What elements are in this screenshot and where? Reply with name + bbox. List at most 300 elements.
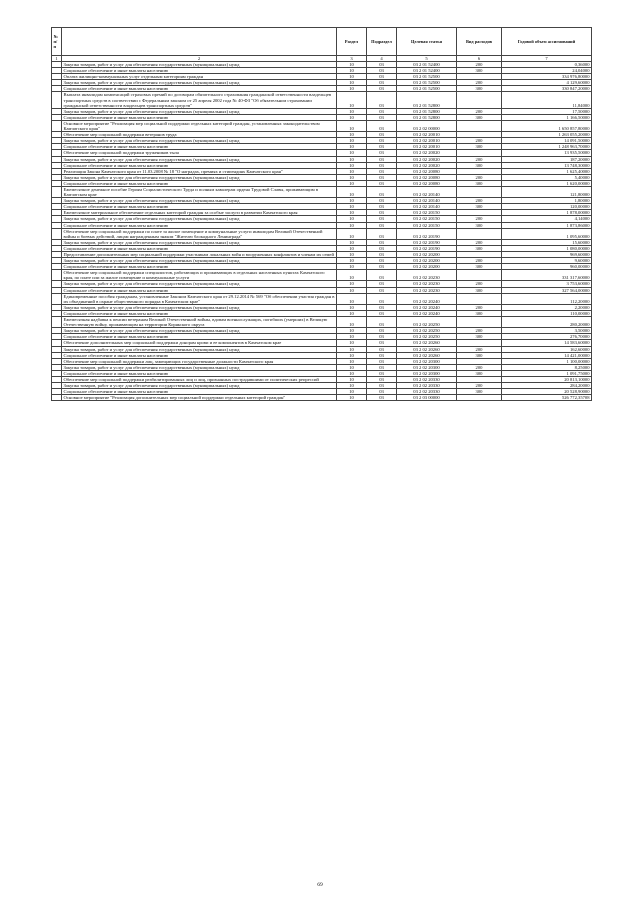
amount-cell: 1 263 055,20000 [502, 132, 592, 138]
item-name-cell: Реализация Закона Камчатского края от 11.03.2008 № 18 "О наградах, премиях и стипендиях Камчатского края" [62, 168, 337, 174]
expense-type-cell: 200 [457, 364, 502, 370]
target-article-cell: 03 2 02 20230 [397, 281, 457, 287]
subsection-cell: 03 [367, 120, 397, 131]
subsection-cell: 03 [367, 383, 397, 389]
item-name-cell: Закупка товаров, работ и услуг для обеспечения государственных (муниципальных) нужд [62, 174, 337, 180]
target-article-cell: 03 2 02 20020 [397, 162, 457, 168]
section-cell: 10 [337, 132, 367, 138]
amount-cell: 9,60000 [502, 258, 592, 264]
amount-cell: 11,84000 [502, 92, 592, 108]
target-article-cell: 03 2 02 20010 [397, 138, 457, 144]
amount-cell: 187,20000 [502, 156, 592, 162]
target-article-cell: 03 2 02 20190 [397, 228, 457, 239]
section-cell: 10 [337, 239, 367, 245]
amount-cell: 1 248 963,70000 [502, 144, 592, 150]
amount-cell: 0,36000 [502, 62, 592, 68]
expense-type-cell: 300 [457, 68, 502, 74]
subsection-cell: 03 [367, 293, 397, 304]
section-cell: 10 [337, 68, 367, 74]
item-name-cell: Закупка товаров, работ и услуг для обеспечения государственных (муниципальных) нужд [62, 281, 337, 287]
item-name-cell: Основное мероприятие "Реализация мер социальной поддержки отдельных категорий граждан, установленных законодательством Камчатского края" [62, 120, 337, 131]
item-name-cell: Закупка товаров, работ и услуг для обеспечения государственных (муниципальных) нужд [62, 62, 337, 68]
section-cell: 10 [337, 92, 367, 108]
subsection-cell: 03 [367, 370, 397, 376]
item-name-cell: Закупка товаров, работ и услуг для обеспечения государственных (муниципальных) нужд [62, 239, 337, 245]
amount-cell: 121,80000 [502, 186, 592, 197]
subsection-cell: 03 [367, 156, 397, 162]
table-row [52, 186, 592, 197]
table-header-row [52, 28, 592, 56]
section-cell: 10 [337, 144, 367, 150]
amount-cell: 1 650 857,80000 [502, 120, 592, 131]
subsection-cell: 03 [367, 252, 397, 258]
item-name-cell: Социальное обеспечение и иные выплаты населению [62, 86, 337, 92]
target-article-cell: 03 2 01 52800 [397, 114, 457, 120]
item-name-cell: Закупка товаров, работ и услуг для обеспечения государственных (муниципальных) нужд [62, 156, 337, 162]
section-cell: 10 [337, 245, 367, 251]
amount-cell: 110,00000 [502, 310, 592, 316]
expense-type-cell: 200 [457, 346, 502, 352]
subsection-cell: 03 [367, 239, 397, 245]
subsection-cell: 03 [367, 186, 397, 197]
section-cell: 10 [337, 108, 367, 114]
target-article-cell: 03 2 02 20200 [397, 264, 457, 270]
amount-cell: 3 753,60000 [502, 281, 592, 287]
row-number-cell [52, 395, 62, 401]
item-name-cell: Социальное обеспечение и иные выплаты населению [62, 144, 337, 150]
subsection-cell: 03 [367, 264, 397, 270]
subsection-cell: 03 [367, 317, 397, 328]
subsection-cell: 03 [367, 395, 397, 401]
target-article-cell: 03 2 02 20330 [397, 383, 457, 389]
target-article-cell: 03 2 02 20240 [397, 293, 457, 304]
subsection-cell: 03 [367, 168, 397, 174]
section-cell: 10 [337, 174, 367, 180]
header-subsection: Подраздел [367, 28, 397, 56]
subsection-cell: 03 [367, 216, 397, 222]
target-article-cell: 03 2 02 20230 [397, 270, 457, 281]
column-number: 3 [337, 56, 367, 62]
target-article-cell: 03 2 02 20240 [397, 310, 457, 316]
target-article-cell: 03 2 02 20330 [397, 376, 457, 382]
subsection-cell: 03 [367, 138, 397, 144]
expense-type-cell: 200 [457, 304, 502, 310]
target-article-cell: 03 2 01 52400 [397, 68, 457, 74]
item-name-cell: Закупка товаров, работ и услуг для обеспечения государственных (муниципальных) нужд [62, 383, 337, 389]
item-name-cell: Обеспечение мер социальной поддержки лиц, замещающих государственные должности Камчатского края [62, 358, 337, 364]
subsection-cell: 03 [367, 74, 397, 80]
target-article-cell: 03 2 03 00000 [397, 395, 457, 401]
section-cell: 10 [337, 334, 367, 340]
expense-type-cell: 300 [457, 370, 502, 376]
section-cell: 10 [337, 376, 367, 382]
item-name-cell: Предоставление дополнительных мер социальной поддержки участникам локальных войн и вооруженных конфликтов и членам их семей [62, 252, 337, 258]
expense-type-cell [457, 293, 502, 304]
section-cell: 10 [337, 358, 367, 364]
amount-cell: 5,40000 [502, 174, 592, 180]
target-article-cell: 03 2 02 20010 [397, 144, 457, 150]
table-row [52, 395, 592, 401]
item-name-cell: Социальное обеспечение и иные выплаты населению [62, 264, 337, 270]
item-name-cell: Ежемесячное денежное пособие Героям Социалистического Труда и полным кавалерам ордена Трудовой Славы, проживающим в Камчатском крае [62, 186, 337, 197]
amount-cell: 1 166,50000 [502, 114, 592, 120]
target-article-cell: 03 2 02 20260 [397, 352, 457, 358]
expense-type-cell: 200 [457, 383, 502, 389]
target-article-cell: 03 2 02 20240 [397, 304, 457, 310]
section-cell: 10 [337, 156, 367, 162]
subsection-cell: 03 [367, 270, 397, 281]
table-row [52, 228, 592, 239]
subsection-cell: 03 [367, 62, 397, 68]
amount-cell: 20 528,90000 [502, 389, 592, 395]
target-article-cell: 03 2 02 20140 [397, 186, 457, 197]
target-article-cell: 03 2 02 20080 [397, 180, 457, 186]
target-article-cell: 03 2 02 20230 [397, 287, 457, 293]
section-cell: 10 [337, 210, 367, 216]
expense-type-cell [457, 186, 502, 197]
target-article-cell: 03 2 02 20150 [397, 216, 457, 222]
target-article-cell: 03 2 01 52500 [397, 80, 457, 86]
row-number-cell [52, 92, 62, 108]
target-article-cell: 03 2 02 20260 [397, 346, 457, 352]
target-article-cell: 03 2 02 20010 [397, 132, 457, 138]
item-name-cell: Социальное обеспечение и иные выплаты населению [62, 310, 337, 316]
expense-type-cell: 200 [457, 198, 502, 204]
header-section: Раздел [337, 28, 367, 56]
expense-type-cell: 300 [457, 389, 502, 395]
target-article-cell: 03 2 02 20020 [397, 150, 457, 156]
expense-type-cell [457, 92, 502, 108]
amount-cell: 526 772,35708 [502, 395, 592, 401]
amount-cell: 1 625,40000 [502, 168, 592, 174]
expense-type-cell: 200 [457, 80, 502, 86]
expense-type-cell: 200 [457, 328, 502, 334]
budget-table [51, 27, 592, 401]
amount-cell: 960,00000 [502, 264, 592, 270]
expense-type-cell [457, 228, 502, 239]
amount-cell: 1 873,86000 [502, 222, 592, 228]
subsection-cell: 03 [367, 108, 397, 114]
section-cell: 10 [337, 383, 367, 389]
subsection-cell: 03 [367, 114, 397, 120]
expense-type-cell: 200 [457, 62, 502, 68]
subsection-cell: 03 [367, 334, 397, 340]
expense-type-cell: 300 [457, 352, 502, 358]
target-article-cell: 03 2 02 20200 [397, 258, 457, 264]
column-number: 5 [397, 56, 457, 62]
item-name-cell: Социальное обеспечение и иные выплаты населению [62, 352, 337, 358]
item-name-cell: Социальное обеспечение и иные выплаты населению [62, 114, 337, 120]
column-number: 1 [52, 56, 62, 62]
target-article-cell: 03 2 01 52800 [397, 108, 457, 114]
amount-cell: 327 564,00000 [502, 287, 592, 293]
amount-cell: 1 091,75000 [502, 370, 592, 376]
column-number: 4 [367, 56, 397, 62]
section-cell: 10 [337, 180, 367, 186]
target-article-cell: 03 2 02 20150 [397, 210, 457, 216]
amount-cell: 280,20000 [502, 317, 592, 328]
target-article-cell: 03 2 02 20150 [397, 222, 457, 228]
item-name-cell: Основное мероприятие "Реализация дополнительных мер социальной поддержки отдельных категорий граждан" [62, 395, 337, 401]
column-number: 2 [62, 56, 337, 62]
expense-type-cell [457, 120, 502, 131]
section-cell: 10 [337, 352, 367, 358]
expense-type-cell: 300 [457, 334, 502, 340]
target-article-cell: 03 2 02 20080 [397, 168, 457, 174]
amount-cell: 1,80000 [502, 198, 592, 204]
target-article-cell: 03 2 02 20300 [397, 364, 457, 370]
table-row [52, 270, 592, 281]
header-name [62, 28, 337, 56]
subsection-cell: 03 [367, 198, 397, 204]
amount-cell: 24,04000 [502, 68, 592, 74]
subsection-cell: 03 [367, 352, 397, 358]
amount-cell: 112,20000 [502, 293, 592, 304]
section-cell: 10 [337, 270, 367, 281]
amount-cell: 276,70000 [502, 334, 592, 340]
row-number-cell [52, 270, 62, 281]
section-cell: 10 [337, 74, 367, 80]
section-cell: 10 [337, 395, 367, 401]
target-article-cell: 03 2 02 20140 [397, 198, 457, 204]
subsection-cell: 03 [367, 144, 397, 150]
item-name-cell: Социальное обеспечение и иные выплаты населению [62, 222, 337, 228]
subsection-cell: 03 [367, 258, 397, 264]
item-name-cell: Обеспечение дополнительных мер социальной поддержки донорам крови и ее компонентов в Камчатском крае [62, 340, 337, 346]
amount-cell: 3,50000 [502, 328, 592, 334]
target-article-cell: 03 2 01 52500 [397, 86, 457, 92]
subsection-cell: 03 [367, 210, 397, 216]
subsection-cell: 03 [367, 328, 397, 334]
budget-sheet [51, 27, 591, 401]
section-cell: 10 [337, 162, 367, 168]
target-article-cell: 03 2 02 20190 [397, 245, 457, 251]
subsection-cell: 03 [367, 92, 397, 108]
item-name-cell: Социальное обеспечение и иные выплаты населению [62, 287, 337, 293]
section-cell: 10 [337, 370, 367, 376]
amount-cell: 17,50000 [502, 108, 592, 114]
subsection-cell: 03 [367, 228, 397, 239]
section-cell: 10 [337, 216, 367, 222]
amount-cell: 284,20000 [502, 383, 592, 389]
expense-type-cell [457, 270, 502, 281]
section-cell: 10 [337, 150, 367, 156]
expense-type-cell [457, 317, 502, 328]
item-name-cell: Обеспечение мер социальной поддержки ветеранов труда [62, 132, 337, 138]
section-cell: 10 [337, 340, 367, 346]
target-article-cell: 03 2 02 20260 [397, 340, 457, 346]
header-annual-amount: Годовой объем ассигнований [502, 28, 592, 56]
section-cell: 10 [337, 62, 367, 68]
item-name-cell: Обеспечение мер социальной поддержки тружеников тыла [62, 150, 337, 156]
subsection-cell: 03 [367, 358, 397, 364]
item-name-cell: Ежемесячная надбавка к пенсии ветеранам Великой Отечественной войны, вдовам военнослужащих, погибших (умерших) в Великую Отечественную войну, проживающим на территории Корякского округа [62, 317, 337, 328]
header-target-article: Целевая статья [397, 28, 457, 56]
section-cell: 10 [337, 168, 367, 174]
section-cell: 10 [337, 86, 367, 92]
item-name-cell: Социальное обеспечение и иные выплаты населению [62, 389, 337, 395]
section-cell: 10 [337, 287, 367, 293]
target-article-cell: 03 2 02 20200 [397, 252, 457, 258]
expense-type-cell: 200 [457, 258, 502, 264]
target-article-cell: 03 2 02 20300 [397, 358, 457, 364]
row-number-cell [52, 317, 62, 328]
expense-type-cell: 200 [457, 239, 502, 245]
item-name-cell: Закупка товаров, работ и услуг для обеспечения государственных (муниципальных) нужд [62, 198, 337, 204]
subsection-cell: 03 [367, 162, 397, 168]
item-name-cell: Обеспечение мер социальной поддержки специалистов, работающих и проживающих в отдельных населенных пунктах Камчатского края, по плате или за жилое помещение и коммунальные услуги [62, 270, 337, 281]
subsection-cell: 03 [367, 204, 397, 210]
section-cell: 10 [337, 258, 367, 264]
section-cell: 10 [337, 114, 367, 120]
expense-type-cell: 300 [457, 287, 502, 293]
section-cell: 10 [337, 222, 367, 228]
amount-cell: 15,60000 [502, 239, 592, 245]
item-name-cell: Закупка товаров, работ и услуг для обеспечения государственных (муниципальных) нужд [62, 216, 337, 222]
target-article-cell: 03 2 02 20250 [397, 328, 457, 334]
expense-type-cell: 300 [457, 264, 502, 270]
row-number-cell [52, 120, 62, 131]
header-expense-type: Вид расходов [457, 28, 502, 56]
target-article-cell: 03 2 01 52500 [397, 74, 457, 80]
expense-type-cell: 200 [457, 174, 502, 180]
amount-cell: 13 935,50000 [502, 150, 592, 156]
item-name-cell: Социальное обеспечение и иные выплаты населению [62, 180, 337, 186]
expense-type-cell: 200 [457, 281, 502, 287]
target-article-cell: 03 2 02 20250 [397, 334, 457, 340]
amount-cell: 4 129,60000 [502, 80, 592, 86]
amount-cell: 1 080,00000 [502, 245, 592, 251]
target-article-cell: 03 2 02 20190 [397, 239, 457, 245]
amount-cell: 331 317,60000 [502, 270, 592, 281]
subsection-cell: 03 [367, 174, 397, 180]
amount-cell: 330 847,20000 [502, 86, 592, 92]
table-row [52, 92, 592, 108]
page-number: 69 [317, 882, 323, 888]
subsection-cell: 03 [367, 222, 397, 228]
section-cell: 10 [337, 138, 367, 144]
subsection-cell: 03 [367, 150, 397, 156]
section-cell: 10 [337, 80, 367, 86]
section-cell: 10 [337, 204, 367, 210]
section-cell: 10 [337, 304, 367, 310]
subsection-cell: 03 [367, 346, 397, 352]
item-name-cell: Закупка товаров, работ и услуг для обеспечения государственных (муниципальных) нужд [62, 80, 337, 86]
expense-type-cell: 300 [457, 222, 502, 228]
target-article-cell: 03 2 02 00000 [397, 120, 457, 131]
amount-cell: 20 813,10000 [502, 376, 592, 382]
target-article-cell: 03 2 02 20330 [397, 389, 457, 395]
item-name-cell: Ежемесячное материальное обеспечение отдельных категорий граждан за особые заслуги в развитии Камчатского края [62, 210, 337, 216]
subsection-cell: 03 [367, 287, 397, 293]
header-row-number: № п/п [52, 28, 62, 56]
item-name-cell: Выплата инвалидам компенсаций страховых премий по договорам обязательного страхования гражданской ответственности владельцев транспортных средств в соответствии с Федеральным законом от 25 апреля 2002 года № 40-ФЗ "Об обязательном страховании гражданской ответственности владельцев транспортных средств" [62, 92, 337, 108]
section-cell: 10 [337, 252, 367, 258]
section-cell: 10 [337, 317, 367, 328]
expense-type-cell: 300 [457, 86, 502, 92]
amount-cell: 14 583,60000 [502, 340, 592, 346]
target-article-cell: 03 2 01 52400 [397, 62, 457, 68]
expense-type-cell: 300 [457, 180, 502, 186]
section-cell: 10 [337, 186, 367, 197]
target-article-cell: 03 2 02 20140 [397, 204, 457, 210]
section-cell: 10 [337, 281, 367, 287]
item-name-cell: Социальное обеспечение и иные выплаты населению [62, 162, 337, 168]
row-number-cell [52, 293, 62, 304]
amount-cell: 1 095,60000 [502, 228, 592, 239]
section-cell: 10 [337, 310, 367, 316]
item-name-cell: Закупка товаров, работ и услуг для обеспечения государственных (муниципальных) нужд [62, 328, 337, 334]
subsection-cell: 03 [367, 132, 397, 138]
expense-type-cell: 300 [457, 144, 502, 150]
table-body [52, 62, 592, 401]
section-cell: 10 [337, 293, 367, 304]
subsection-cell: 03 [367, 310, 397, 316]
amount-cell: 1 100,00000 [502, 358, 592, 364]
section-cell: 10 [337, 264, 367, 270]
subsection-cell: 03 [367, 340, 397, 346]
item-name-cell: Оплата жилищно-коммунальных услуг отдельным категориям граждан [62, 74, 337, 80]
item-name-cell: Обеспечение мер социальной поддержки реабилитированных лиц и лиц, признанных пострадавшими от политических репрессий [62, 376, 337, 382]
section-cell: 10 [337, 389, 367, 395]
expense-type-cell: 200 [457, 156, 502, 162]
item-name-cell: Обеспечение мер социальной поддержки по плате за жилое помещение и коммунальные услуги инвалидам Великой Отечественной войны и боевых действий, лицам награжденным знаком "Жителю блокадного Ленинграда" [62, 228, 337, 239]
amount-cell: 162,60000 [502, 346, 592, 352]
subsection-cell: 03 [367, 376, 397, 382]
amount-cell: 969,60000 [502, 252, 592, 258]
target-article-cell: 03 2 02 20250 [397, 317, 457, 328]
section-cell: 10 [337, 364, 367, 370]
amount-cell: 14 091,50000 [502, 138, 592, 144]
subsection-cell: 03 [367, 245, 397, 251]
expense-type-cell: 200 [457, 138, 502, 144]
table-row [52, 293, 592, 304]
item-name-cell: Закупка товаров, работ и услуг для обеспечения государственных (муниципальных) нужд [62, 258, 337, 264]
amount-cell: 1 878,00000 [502, 210, 592, 216]
table-row [52, 120, 592, 131]
section-cell: 10 [337, 198, 367, 204]
subsection-cell: 03 [367, 86, 397, 92]
row-number-cell [52, 186, 62, 197]
table-row [52, 317, 592, 328]
item-name-cell: Закупка товаров, работ и услуг для обеспечения государственных (муниципальных) нужд [62, 364, 337, 370]
item-name-cell: Социальное обеспечение и иные выплаты населению [62, 68, 337, 74]
section-cell: 10 [337, 346, 367, 352]
expense-type-cell: 300 [457, 204, 502, 210]
target-article-cell: 03 2 02 20300 [397, 370, 457, 376]
amount-cell: 2,20000 [502, 304, 592, 310]
expense-type-cell: 300 [457, 245, 502, 251]
expense-type-cell [457, 395, 502, 401]
item-name-cell: Закупка товаров, работ и услуг для обеспечения государственных (муниципальных) нужд [62, 138, 337, 144]
column-number: 7 [502, 56, 592, 62]
item-name-cell: Социальное обеспечение и иные выплаты населению [62, 334, 337, 340]
amount-cell: 14 421,00000 [502, 352, 592, 358]
expense-type-cell: 200 [457, 216, 502, 222]
section-cell: 10 [337, 328, 367, 334]
subsection-cell: 03 [367, 80, 397, 86]
item-name-cell: Закупка товаров, работ и услуг для обеспечения государственных (муниципальных) нужд [62, 304, 337, 310]
column-number: 6 [457, 56, 502, 62]
target-article-cell: 03 2 02 20080 [397, 174, 457, 180]
subsection-cell: 03 [367, 364, 397, 370]
amount-cell: 13 748,30000 [502, 162, 592, 168]
item-name-cell: Социальное обеспечение и иные выплаты населению [62, 370, 337, 376]
target-article-cell: 03 2 01 52800 [397, 92, 457, 108]
section-cell: 10 [337, 228, 367, 239]
amount-cell: 334 976,80000 [502, 74, 592, 80]
row-number-cell [52, 228, 62, 239]
